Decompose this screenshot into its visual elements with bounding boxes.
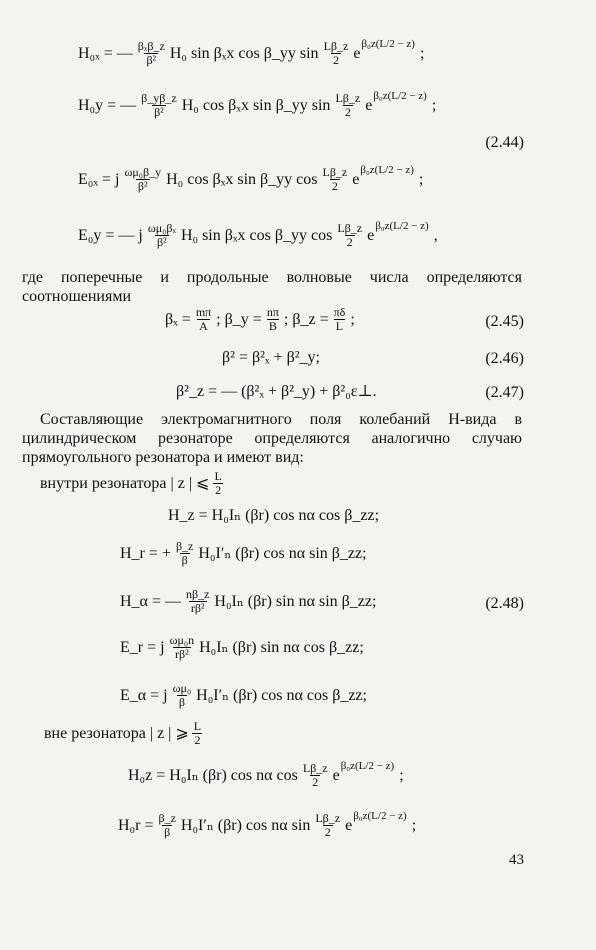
exp-base: e (353, 44, 361, 62)
equation-2-47: β²_z = — (β²ₓ + β²_y) + β²₀ε⊥. (176, 383, 377, 400)
numerator: ωμ₀ (172, 681, 192, 695)
denominator: B (268, 319, 277, 333)
denominator: rβ² (174, 647, 189, 661)
numerator: βₓβ_z (137, 39, 165, 53)
denominator: 2 (331, 179, 338, 193)
equation-e-alpha (120, 682, 367, 709)
label-inside-resonator (40, 470, 227, 497)
denominator: 2 (332, 53, 339, 67)
eq-part: ; β_z = (283, 310, 329, 328)
eq-lhs: H₀y = — (78, 96, 137, 114)
denominator: β² (146, 53, 157, 67)
equation-er (120, 634, 364, 661)
denominator: β (164, 825, 171, 839)
eq-part: βₓ = (165, 310, 191, 328)
denominator: rβ² (190, 601, 205, 615)
denominator: β (181, 553, 188, 567)
eq-lhs: H_α = — (120, 592, 181, 610)
equation-number-2-47: (2.47) (485, 384, 524, 401)
exponent: β₀z(L/2 − z) (340, 760, 395, 772)
numerator: Lβ_z (315, 811, 341, 825)
denominator: 2 (215, 483, 222, 497)
numerator: ωμ₀β_y (124, 165, 162, 179)
eq-lhs: H_r = + (120, 544, 171, 562)
eq-end: ; (418, 170, 424, 188)
eq-lhs: E₀ₓ = j (78, 170, 120, 188)
numerator: nβ_z (185, 587, 210, 601)
numerator: Lβ_z (322, 165, 348, 179)
fraction (212, 470, 223, 497)
exponent: β₀z(L/2 − z) (360, 164, 414, 176)
fraction (139, 92, 179, 119)
denominator: 2 (344, 105, 351, 119)
eq-middle: H₀ cos βₓx sin β_yy sin (181, 96, 331, 114)
fraction (301, 762, 330, 789)
fraction (333, 92, 362, 119)
numerator: Lβ_z (335, 91, 361, 105)
equation-h0z (128, 762, 404, 789)
equation-h0r (118, 812, 416, 839)
numerator: L (193, 719, 202, 733)
equation-2-45 (165, 306, 355, 333)
fraction (192, 720, 203, 747)
numerator: Lβ_z (337, 221, 363, 235)
equation-h0x (78, 40, 424, 67)
eq-rhs: H₀I′ₙ (βr) cos nα cos β_zz; (196, 686, 367, 704)
fraction (265, 306, 281, 333)
eq-rhs: H₀I′ₙ (βr) cos nα sin (180, 816, 311, 834)
exp-base: e (345, 816, 353, 834)
eq-part: ; β_y = (216, 310, 262, 328)
label-text: внутри резонатора | z | ⩽ (40, 474, 210, 492)
numerator: ωμ₀n (169, 633, 195, 647)
eq-end: ; (411, 816, 417, 834)
eq-lhs: H₀z = H₀Iₙ (βr) cos nα cos (128, 766, 298, 784)
equation-number-2-45: (2.45) (485, 313, 524, 330)
equation-number-2-44: (2.44) (485, 134, 524, 151)
eq-middle: H₀ cos βₓx sin β_yy cos (166, 170, 318, 188)
eq-rhs: H₀I′ₙ (βr) cos nα sin β_zz; (198, 544, 367, 562)
equation-2-46: β² = β²ₓ + β²_y; (222, 349, 320, 366)
equation-number-2-46: (2.46) (485, 350, 524, 367)
denominator: β² (154, 105, 164, 119)
eq-lhs: H₀ₓ = — (78, 44, 133, 62)
denominator: β (178, 695, 185, 709)
fraction (136, 40, 167, 67)
exp-base: e (332, 766, 340, 784)
denominator: β² (157, 235, 167, 249)
denominator: 2 (194, 733, 201, 747)
numerator: β_yβ_z (141, 91, 177, 105)
exp-base: e (365, 96, 373, 114)
numerator: mπ (195, 305, 212, 319)
fraction (194, 306, 213, 333)
eq-rhs: H₀Iₙ (βr) sin nα cos β_zz; (199, 638, 364, 656)
fraction (146, 222, 178, 249)
fraction (335, 222, 364, 249)
numerator: Lβ_z (302, 761, 328, 775)
equation-h0y (78, 92, 436, 119)
exp-base: e (352, 170, 360, 188)
fraction (122, 166, 163, 193)
numerator: β_z (175, 539, 194, 553)
numerator: L (214, 469, 222, 483)
denominator: 2 (324, 825, 331, 839)
numerator: ωμ₀βₓ (147, 221, 176, 235)
equation-number-2-48: (2.48) (485, 595, 524, 612)
denominator: A (199, 319, 208, 333)
eq-end: ; (399, 766, 404, 784)
numerator: πδ (333, 305, 346, 319)
equation-e0y (78, 222, 438, 249)
equation-hr (120, 540, 367, 567)
paragraph-cylindrical: Составляющие электромагнитного поля колебаний H-вида в цилиндрическом резонаторе определяются аналогично случаю прямоугольного резонатора и имеют вид: (22, 411, 522, 466)
eq-lhs: E_α = j (120, 686, 168, 704)
fraction (168, 634, 197, 661)
paragraph-wave-numbers: где поперечные и продольные волновые числа определяются соотношениями (22, 269, 522, 305)
fraction (171, 682, 194, 709)
exp-base: e (367, 226, 375, 244)
numerator: nπ (266, 305, 279, 319)
page-number: 43 (509, 852, 524, 868)
exponent: β₀z(L/2 − z) (353, 810, 407, 822)
eq-end: ; (419, 44, 425, 62)
eq-lhs: E_r = j (120, 638, 165, 656)
eq-lhs: H₀r = (118, 816, 154, 834)
eq-lhs: E₀y = — j (78, 226, 143, 244)
fraction (322, 40, 351, 67)
fraction (156, 812, 177, 839)
equation-e0x (78, 166, 423, 193)
denominator: 2 (312, 775, 319, 789)
eq-middle: H₀ sin βₓx cos β_yy cos (180, 226, 333, 244)
denominator: L (335, 319, 344, 333)
exponent: β₀z(L/2 − z) (361, 38, 415, 50)
exponent: β₀z(L/2 − z) (373, 90, 427, 102)
label-text: вне резонатора | z | ⩾ (44, 724, 189, 742)
eq-middle: H₀ sin βₓx cos β_yy sin (169, 44, 319, 62)
eq-end: ; (350, 310, 355, 328)
denominator: 2 (346, 235, 353, 249)
fraction (313, 812, 342, 839)
numerator: β_z (158, 811, 176, 825)
exponent: β₀z(L/2 − z) (375, 220, 429, 232)
label-outside-resonator (44, 720, 206, 747)
eq-end: ; (431, 96, 437, 114)
fraction (184, 588, 211, 615)
fraction (332, 306, 348, 333)
denominator: β² (137, 179, 148, 193)
fraction (320, 166, 349, 193)
fraction (174, 540, 195, 567)
eq-rhs: H₀Iₙ (βr) sin nα sin β_zz; (214, 592, 377, 610)
eq-end: , (433, 226, 438, 244)
equation-hz: H_z = H₀Iₙ (βr) cos nα cos β_zz; (168, 507, 380, 524)
numerator: Lβ_z (323, 39, 349, 53)
equation-h-alpha (120, 588, 376, 615)
